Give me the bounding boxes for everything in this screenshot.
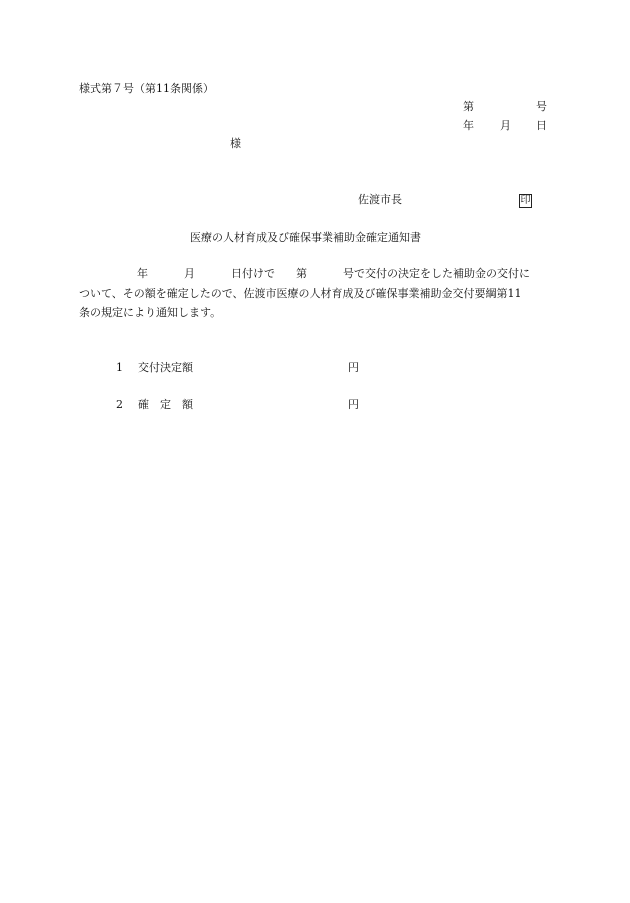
item-1-number: 1 bbox=[116, 361, 123, 374]
addressee-suffix: 様 bbox=[230, 137, 241, 150]
body-day: 日付けで bbox=[231, 267, 275, 280]
seal-box: 印 bbox=[520, 195, 531, 206]
item-1-unit: 円 bbox=[348, 361, 359, 374]
doc-number-suffix: 号 bbox=[536, 100, 547, 113]
doc-number-prefix: 第 bbox=[463, 100, 474, 113]
date-day: 日 bbox=[536, 119, 547, 132]
body-no: 第 bbox=[296, 267, 307, 280]
sender-title: 佐渡市長 bbox=[358, 193, 402, 206]
item-2-label: 確 定 額 bbox=[138, 398, 193, 411]
form-number: 様式第７号（第11条関係） bbox=[79, 82, 214, 95]
seal-mark bbox=[519, 193, 532, 208]
item-2-unit: 円 bbox=[348, 398, 359, 411]
body-paragraph bbox=[79, 264, 549, 323]
body-line-2: ついて、その額を確定したので、佐渡市医療の人材育成及び確保事業補助金交付要綱第11 bbox=[79, 286, 522, 300]
date-month: 月 bbox=[500, 119, 511, 132]
body-rest: 号で交付の決定をした補助金の交付に bbox=[343, 267, 530, 280]
item-2-number: 2 bbox=[116, 398, 123, 411]
body-month: 月 bbox=[184, 267, 195, 280]
date-year: 年 bbox=[463, 119, 474, 132]
document-title: 医療の人材育成及び確保事業補助金確定通知書 bbox=[190, 231, 421, 244]
body-line-3: 条の規定により通知します。 bbox=[79, 306, 222, 319]
item-1-label: 交付決定額 bbox=[138, 361, 193, 374]
body-year: 年 bbox=[137, 267, 148, 280]
body-line-1 bbox=[79, 264, 549, 284]
